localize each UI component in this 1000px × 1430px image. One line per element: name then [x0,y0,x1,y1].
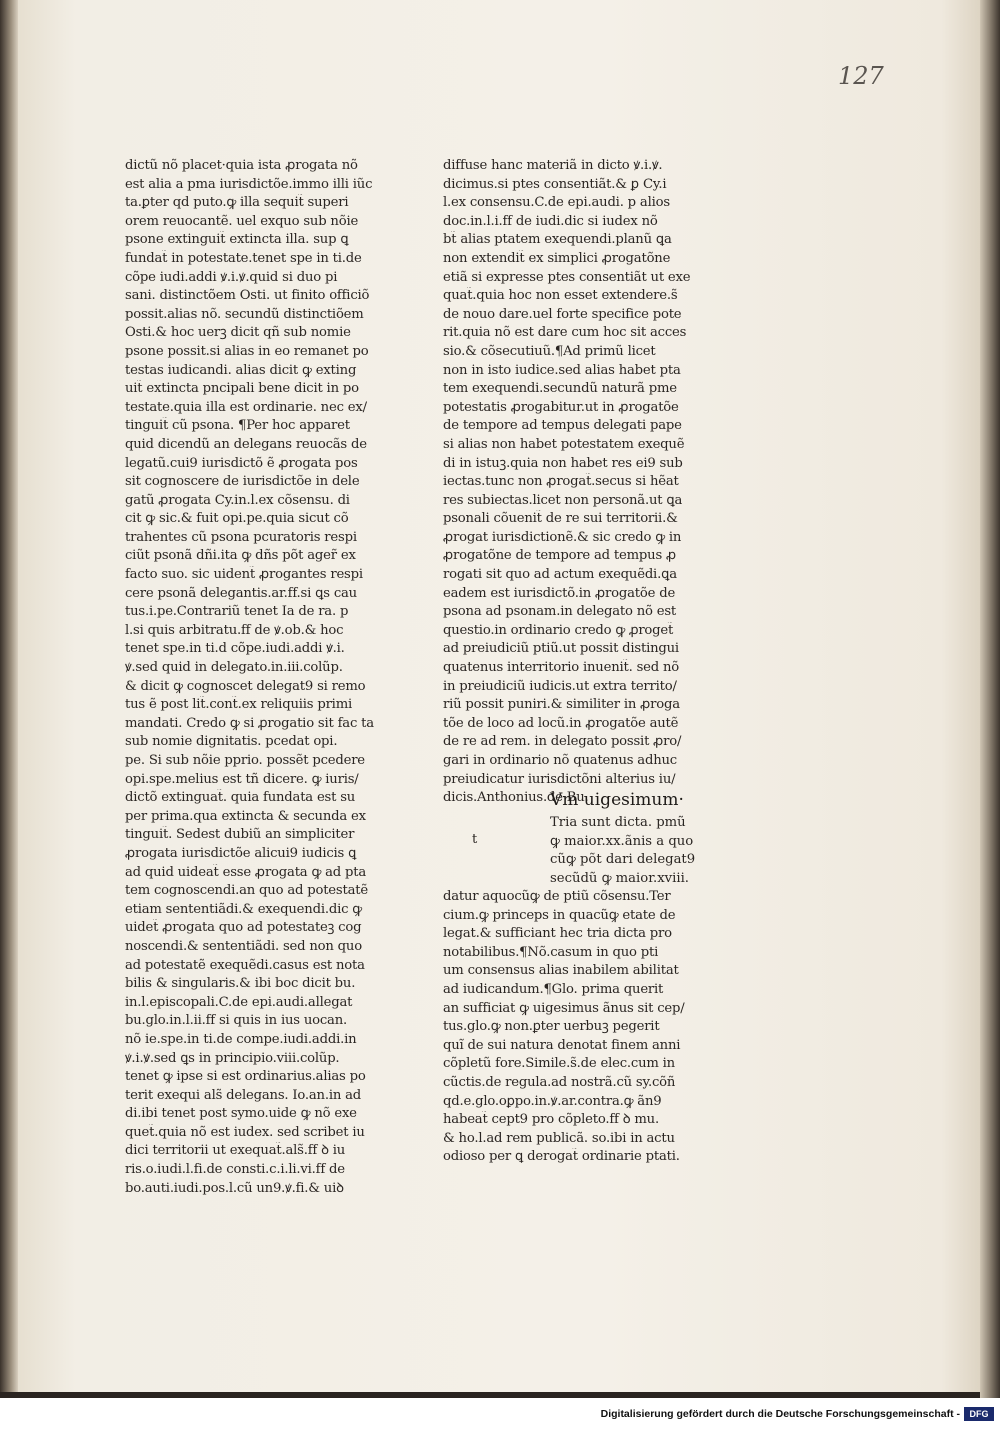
text-line: & dicit ꝙ cognoscet delegat9 si remo [125,678,366,694]
text-line: preiudicatur iurisdictõni alterius iu/ [443,771,676,787]
text-line: ciũt psonã dñi.ita ꝙ dñs põt ager̃ ex [125,548,356,564]
text-line: per prima.qua extincta & secunda ex [125,808,366,824]
text-line: legatũ.cui9 iurisdictõ ẽ ꝓrogata pos [125,455,358,471]
text-line: tinguit̃. Sedest dubiũ an simpliciter [125,827,355,843]
text-line: pe. Si sub nõie pprio. possẽt pcedere [125,753,365,768]
text-line: quet̃.quia nõ est iudex. sed scribet iu [125,1124,365,1140]
text-line: terit exequi als̃ delegans. Io.an.in ad [125,1087,362,1103]
text-line: cium.ꝙ princeps in quacũꝙ etate de [443,907,676,923]
text-line: legat.& sufficiant hec tria dicta pro [443,926,672,942]
text-line: ꝓrogata iurisdictõe alicui9 iudicis ꝗ [125,845,357,861]
text-line: dicimus.si ptes consentiãt.& ꝑ Cy.i [443,176,667,192]
text-line: ad potestatẽ exequẽdi.casus est nota [125,957,365,973]
text-line: cũctis.de regula.ad nostrã.cũ sy.cõñ [443,1074,676,1090]
text-line: qd.e.glo.oꝑpo.in.ꝟ.ar.contra.ꝙ ãn9 [443,1093,662,1109]
text-line: testate.quia illa est ordinarie. nec ex/ [125,399,367,415]
text-line: sit cognoscere de iurisdictõe in dele [125,474,360,490]
text-line: tõe de loco ad locũ.in ꝓrogatõe autẽ [443,715,679,731]
text-line: bt̃ alias ptatem exequendi.planũ ꝗa [443,232,672,248]
footer-bar [0,1398,1000,1430]
text-line: ad iudicandum.¶Glo. prima querit [443,981,664,997]
text-line: di in istuꝫ.quia non habet res ei9 sub [443,455,683,471]
text-line: in.l.episcopali.C.de epi.audi.allegat [125,994,353,1010]
text-line: de re ad rem. in delegato possit ꝓro/ [443,734,682,750]
text-line: an sufficiat ꝙ uigesimus ãnus sit cep/ [443,1000,685,1016]
text-line: gatũ ꝓrogata Cy.in.l.ex cõsensu. di [125,492,350,508]
indented-lines [550,814,695,888]
text-line: opi.spe.melius est tñ dicere. ꝙ iuris/ [125,771,359,787]
text-line: testas iudicandi. alias dicit ꝙ exting [125,362,357,378]
text-line: cõpe iudi.addi ꝟ.i.ꝟ.quid si duo pi [125,269,338,285]
text-line: quid dicendũ an delegans reuocãs de [125,436,367,452]
text-line: tinguit̃ cũ psona. ¶Per hoc apparet [125,418,350,434]
text-line: de nouo dare.uel forte specifice pote [443,306,682,322]
text-line: si alias non habet potestatem exequẽ [443,436,685,452]
text-line: dictũ nõ placet·quia ista ꝓrogata nõ [125,158,358,173]
text-line: quatenus interritorio inuenit̃. sed nõ [443,660,680,676]
text-line: sio.& cõsecutiuũ.¶Ad primũ licet [443,343,656,359]
text-line: & ho.l.ad rem publicã. so.ibi in actu [443,1130,675,1146]
left-text-column [125,157,387,1198]
text-line: quĩ de sui natura denotat finem anni [443,1037,681,1053]
text-line: dictõ extinguat̃. quia fundata est su [125,790,356,806]
text-line: de tempore ad tempus delegati pape [443,418,682,434]
text-line: in preiudiciũ iudicis.ut extra territo/ [443,678,677,694]
text-line: trahentes cũ psona pcuratoris respi [125,529,357,545]
text-line: ꝟ.sed quid in delegato.in.iii.colũp. [125,660,343,676]
text-line: tus ẽ post lit̃.cont̃.ex reliquiis primi [125,697,353,713]
text-line: tus.i.pe.Contrariũ tenet Ia de ra. p [125,604,349,620]
text-line: ꝙ maior.xx.ãnis a quo [550,833,694,849]
text-line: secũdũ ꝙ maior.xviii. [550,870,689,886]
text-line: cõpletũ fore.Simile.s̃.de elec.cum in [443,1056,675,1072]
text-line: eadem est iurisdictõ.in ꝓrogatõe de [443,585,676,601]
text-line: psona ad psonam.in delegato nõ est [443,604,676,620]
text-line: uidet̃ ꝓrogata quo ad potestateꝫ cog [125,920,362,936]
text-line: cere psonã delegantis.ar.ff.si ꝗs cau [125,585,357,601]
text-line: datur aquocũꝙ de ptiũ cõsensu.Ter [443,889,671,904]
text-line: psone possit.si alias in eo remanet po [125,343,369,359]
text-line: Osti.& hoc uerꝫ dicit qñ sub nomie [125,325,351,341]
text-line: etiam sententiãdi.& exequendi.dic ꝙ [125,901,362,917]
dfg-logo: DFG [964,1407,994,1421]
text-line: nõ ie.spe.in ti.de compe.iudi.addi.in [125,1031,357,1047]
text-line: cũꝙ põt dari delegat9 [550,852,696,868]
text-line: possit.alias nõ. secundũ distinctiõem [125,306,364,322]
text-line: fundat̃ in potestate.tenet spe in ti.de [125,250,362,266]
folio-number: 127 [838,62,884,90]
text-line: tenet spe.in ti.d cõpe.iudi.addi ꝟ.i. [125,641,345,657]
text-line: ꝓrogat iurisdictionẽ.& sic credo ꝙ in [443,529,682,545]
text-line: odioso per ꝗ derogat̃ ordinarie ptati. [443,1149,680,1165]
margin-letter: t [472,832,478,847]
text-line: sani. distinctõem Osti. ut finito officiõ [125,288,370,304]
text-line: rit.quia nõ est dare cum hoc sit acces [443,325,687,341]
text-line: non in isto iudice.sed alias habet pta [443,362,681,378]
text-line: l.si quis arbitratu.ff de ꝟ.ob.& hoc [125,622,344,638]
text-line: ad preiudiciũ ptiũ.ut possit distingui [443,641,679,657]
text-line: bu.glo.in.l.ii.ff si quis in ius uocan. [125,1013,348,1029]
text-line: ris.o.iudi.l.fi.de consti.c.i.li.vi.ff de [125,1162,345,1178]
text-line: orem reuocantẽ. uel exquo sub nõie [125,213,359,229]
text-line: habeat̃ cept9 pro cõpleto.ff ꝺ mu. [443,1112,659,1128]
text-line: dicis.Anthonius.de Bu. [443,790,589,806]
text-line: doc.in.l.i.ff de iudi.dic si iudex nõ [443,213,658,229]
text-line: um consensus alias inabilem abilitat [443,963,679,979]
text-line: l.ex consensu.C.de epi.audi. p alios [443,195,670,211]
text-line: facto suo. sic uident̃ ꝓrogantes respi [125,567,363,583]
text-line: noscendi.& sententiãdi. sed non quo [125,938,362,954]
section-text [443,888,715,1167]
text-line: psone extinguit̃ extincta illa. sup ꝗ [125,232,349,248]
text-line: dici territorii ut exequat̃.als̃.ff ꝺ iu [125,1143,346,1159]
text-line: tenet ꝙ ipse si est ordinarius.alias po [125,1069,366,1085]
text-line: tus.glo.ꝙ non.ꝑter uerbuꝫ pegerit [443,1019,660,1035]
text-line: ad quid uideat̃ esse ꝓrogata ꝙ ad pta [125,864,367,880]
text-line: ꝟ.i.ꝟ.sed ꝗs in principio.viii.colũp. [125,1050,340,1066]
text-line: psonali cõuenit̃ de re sui territorii.& [443,511,678,527]
text-line: tem exequendi.secundũ naturã pme [443,381,677,397]
section-heading: Vm uigesimum· [550,790,684,810]
text-line: iectas.tunc non ꝓrogat̃.secus si hẽat [443,474,679,490]
text-line: etiã si expresse ptes consentiãt ut exe [443,269,691,285]
text-line: Tria sunt dicta. pmũ [550,815,686,830]
text-line: bilis & singularis.& ibi boc dicit bu. [125,976,356,992]
text-line: bo.auti.iudi.pos.l.cũ un9.ꝟ.fi.& uiꝺ [125,1180,344,1196]
right-text-column [443,157,715,808]
funding-notice: Digitalisierung gefördert durch die Deutsche Forschungsgemeinschaft - [600,1408,960,1420]
facing-page-edge [0,0,18,1392]
text-line: sub nomie dignitatis. pcedat opi. [125,734,338,750]
text-line: cit ꝙ sic.& fuit opi.pe.quia sicut cõ [125,511,349,527]
text-line: ta.ꝑter qd puto.ꝙ illa sequit̃ superi [125,195,349,211]
text-line: potestatis ꝓrogabitur.ut in ꝓrogatõe [443,399,679,415]
text-line: riũ possit puniri.& similiter in ꝓroga [443,697,680,713]
text-line: non extendit̃ ex simplici ꝓrogatõne [443,250,671,266]
text-line: res subiectas.licet non personã.ut ꝗa [443,492,683,508]
text-line: rogati sit quo ad actum exequẽdi.ꝗa [443,567,677,583]
text-line: est alia a pma iurisdictõe.immo illi iũc [125,176,373,192]
text-line: diffuse hanc materiã in dicto ꝟ.i.ꝟ. [443,158,663,173]
page-right-edge [980,0,1000,1398]
text-line: uit̃ extincta pncipali bene dicit in po [125,381,359,397]
text-line: tem cognoscendi.an quo ad potestatẽ [125,883,368,899]
text-line: ꝓrogatõne de tempore ad tempus ꝓ [443,548,677,564]
text-line: notabilibus.¶Nõ.casum in quo pti [443,944,659,960]
text-line: mandati. Credo ꝙ si ꝓrogatio sit fac ta [125,715,374,731]
text-line: gari in ordinario nõ quatenus adhuc [443,753,677,768]
text-line: quat̃.quia hoc non esset extendere.s̃ [443,288,678,304]
text-line: di.ibi tenet post symo.uide ꝙ nõ exe [125,1106,357,1122]
text-line: questio.in ordinario credo ꝙ ꝓroget̃ [443,622,674,638]
